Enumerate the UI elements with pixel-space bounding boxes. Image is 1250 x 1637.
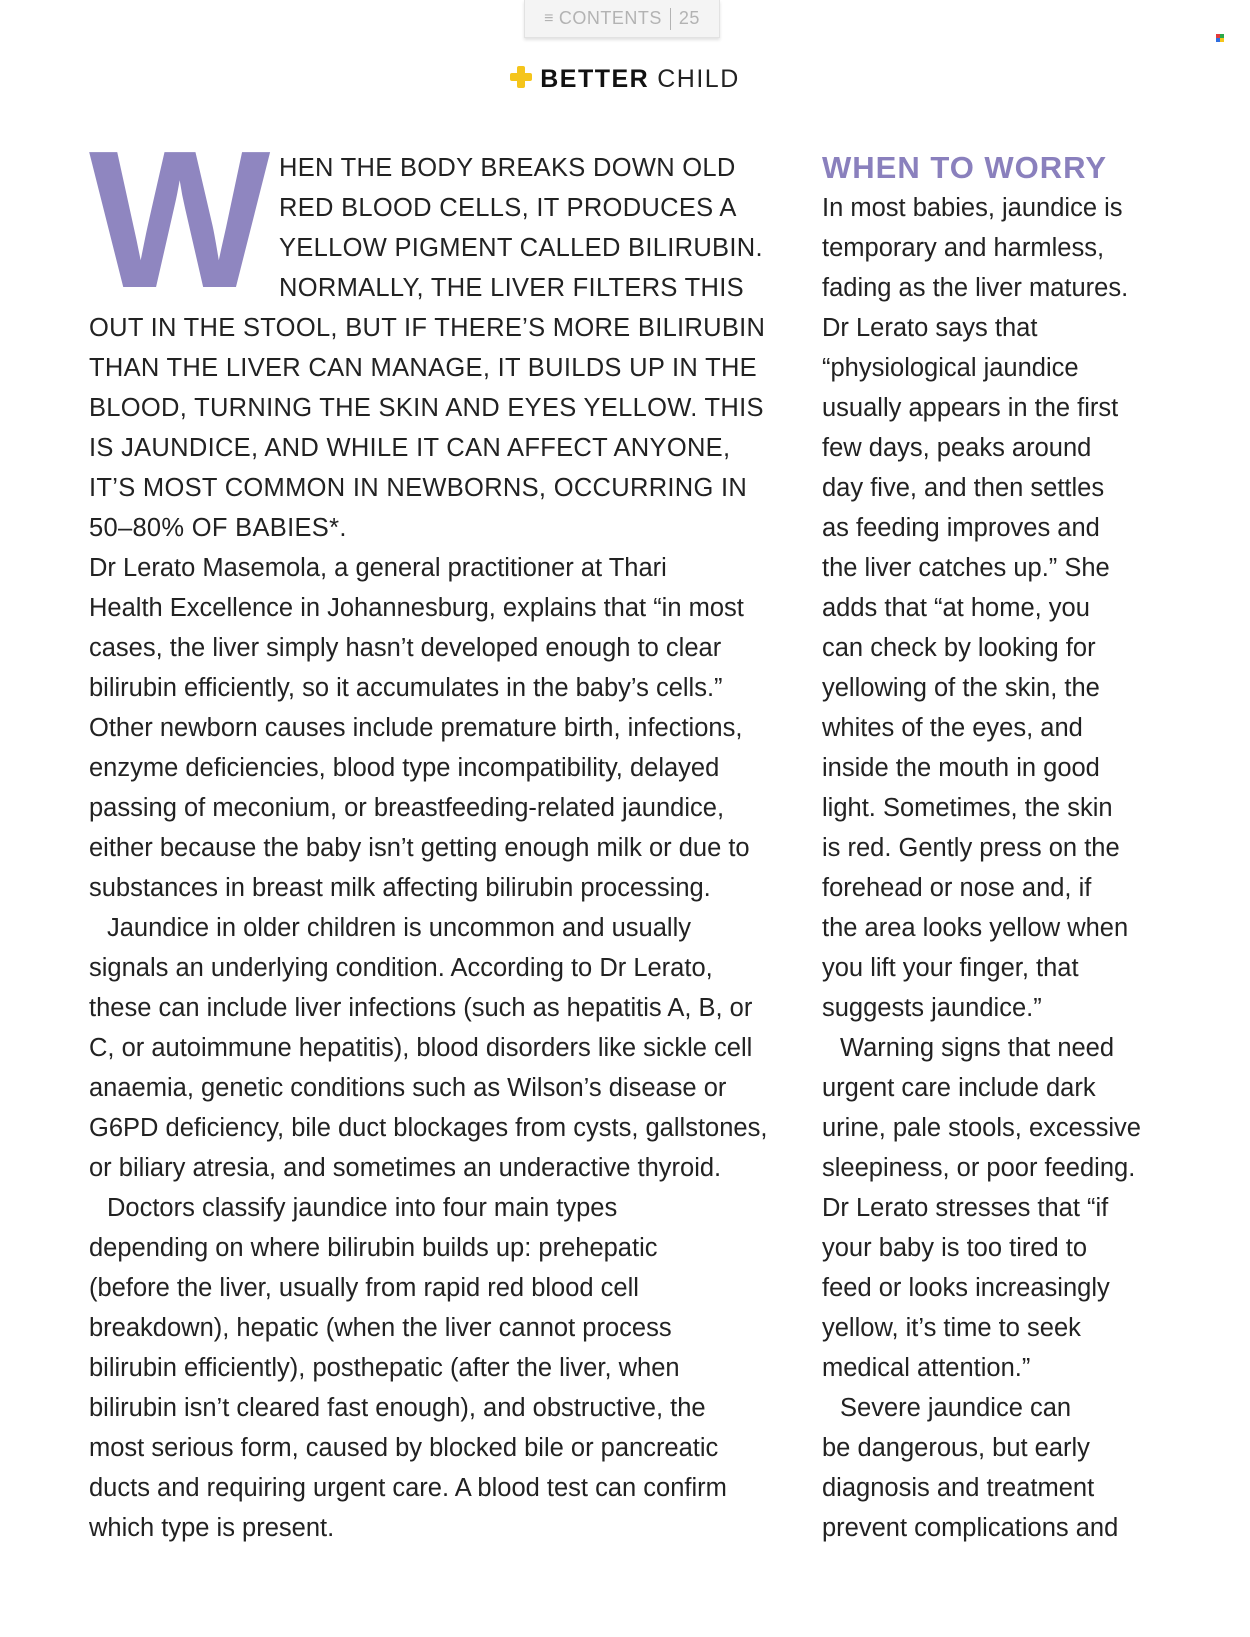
section-title-light: CHILD (657, 64, 740, 93)
lead-line: IS JAUNDICE, AND WHILE IT CAN AFFECT ANYONE, (89, 434, 731, 462)
text-line: cases, the liver simply hasn’t developed enough to clear (89, 634, 722, 662)
text-line: Doctors classify jaundice into four main types (107, 1194, 618, 1222)
text-line: Dr Lerato says that (822, 314, 1038, 342)
article-paragraph (89, 908, 804, 1188)
text-line: sleepiness, or poor feeding. (822, 1154, 1136, 1182)
divider (670, 8, 671, 30)
sidebar-paragraph (822, 1388, 1167, 1548)
text-line: Severe jaundice can (840, 1394, 1072, 1422)
lead-line: IT’S MOST COMMON IN NEWBORNS, OCCURRING IN (89, 474, 748, 502)
text-line: light. Sometimes, the skin (822, 794, 1113, 822)
lead-line: THAN THE LIVER CAN MANAGE, IT BUILDS UP IN THE (89, 354, 757, 382)
text-line: yellow, it’s time to seek (822, 1314, 1081, 1342)
text-line: suggests jaundice.” (822, 994, 1042, 1022)
contents-label: CONTENTS (558, 8, 662, 28)
text-line: bilirubin efficiently, so it accumulates in the baby’s cells.” (89, 674, 723, 702)
text-line: depending on where bilirubin builds up: prehepatic (89, 1234, 658, 1262)
article-paragraph (89, 548, 804, 908)
text-line: or biliary atresia, and sometimes an underactive thyroid. (89, 1154, 722, 1182)
text-line: day five, and then settles (822, 474, 1105, 502)
text-line: Jaundice in older children is uncommon and usually (107, 914, 691, 942)
lead-line: YELLOW PIGMENT CALLED BILIRUBIN. (279, 234, 763, 262)
drop-cap: W (89, 110, 271, 329)
text-line: urine, pale stools, excessive (822, 1114, 1141, 1142)
text-line: which type is present. (89, 1514, 335, 1542)
lead-line: OUT IN THE STOOL, BUT IF THERE’S MORE BILIRUBIN (89, 314, 766, 342)
text-line: G6PD deficiency, bile duct blockages from cysts, gallstones, (89, 1114, 768, 1142)
article-paragraph (89, 1188, 804, 1548)
text-line: forehead or nose and, if (822, 874, 1092, 902)
text-line: enzyme deficiencies, blood type incompatibility, delayed (89, 754, 720, 782)
text-line: the liver catches up.” She (822, 554, 1110, 582)
text-line: Warning signs that need (840, 1034, 1115, 1062)
text-line: few days, peaks around (822, 434, 1092, 462)
sidebar-heading: WHEN TO WORRY (822, 150, 1108, 185)
text-line: you lift your finger, that (822, 954, 1079, 982)
text-line: most serious form, caused by blocked bile or pancreatic (89, 1434, 719, 1462)
text-line: In most babies, jaundice is (822, 194, 1123, 222)
contents-button[interactable] (524, 0, 720, 38)
lead-line: BLOOD, TURNING THE SKIN AND EYES YELLOW. THIS (89, 394, 764, 422)
section-header (0, 62, 1250, 96)
text-line: “physiological jaundice (822, 354, 1079, 382)
text-line: your baby is too tired to (822, 1234, 1088, 1262)
text-line: the area looks yellow when (822, 914, 1129, 942)
text-line: (before the liver, usually from rapid red blood cell (89, 1274, 639, 1302)
sidebar-paragraph (822, 188, 1167, 1028)
section-title-bold: BETTER (540, 64, 650, 93)
text-line: Other newborn causes include premature birth, infections, (89, 714, 743, 742)
text-line: feed or looks increasingly (822, 1274, 1110, 1302)
text-line: is red. Gently press on the (822, 834, 1120, 862)
text-line: inside the mouth in good (822, 754, 1100, 782)
text-line: prevent complications and (822, 1514, 1119, 1542)
page-number: 25 (678, 8, 700, 28)
text-line: Dr Lerato Masemola, a general practitioner at Thari (89, 554, 667, 582)
text-line: adds that “at home, you (822, 594, 1090, 622)
text-line: either because the baby isn’t getting enough milk or due to (89, 834, 750, 862)
text-line: signals an underlying condition. According to Dr Lerato, (89, 954, 713, 982)
text-line: C, or autoimmune hepatitis), blood disorders like sickle cell (89, 1034, 753, 1062)
text-line: ducts and requiring urgent care. A blood test can confirm (89, 1474, 727, 1502)
text-line: urgent care include dark (822, 1074, 1096, 1102)
text-line: anaemia, genetic conditions such as Wilson’s disease or (89, 1074, 727, 1102)
text-line: substances in breast milk affecting bilirubin processing. (89, 874, 711, 902)
lead-line: NORMALLY, THE LIVER FILTERS THIS (279, 274, 744, 302)
text-line: these can include liver infections (such as hepatitis A, B, or (89, 994, 753, 1022)
text-line: passing of meconium, or breastfeeding-related jaundice, (89, 794, 725, 822)
text-line: usually appears in the first (822, 394, 1119, 422)
text-line: whites of the eyes, and (822, 714, 1083, 742)
text-line: breakdown), hepatic (when the liver cannot process (89, 1314, 672, 1342)
text-line: diagnosis and treatment (822, 1474, 1095, 1502)
lead-line: HEN THE BODY BREAKS DOWN OLD (279, 154, 736, 182)
text-line: Health Excellence in Johannesburg, explains that “in most (89, 594, 744, 622)
text-line: bilirubin efficiently), posthepatic (after the liver, when (89, 1354, 680, 1382)
menu-icon: ≡ (544, 9, 554, 27)
text-line: yellowing of the skin, the (822, 674, 1100, 702)
lead-line: RED BLOOD CELLS, IT PRODUCES A (279, 194, 737, 222)
lead-line: 50–80% OF BABIES*. (89, 514, 347, 542)
text-line: be dangerous, but early (822, 1434, 1090, 1462)
text-line: as feeding improves and (822, 514, 1100, 542)
sidebar-paragraph (822, 1028, 1167, 1388)
text-line: medical attention.” (822, 1354, 1031, 1382)
text-line: bilirubin isn’t cleared fast enough), and obstructive, the (89, 1394, 706, 1422)
color-marker-icon (1216, 34, 1224, 42)
text-line: Dr Lerato stresses that “if (822, 1194, 1109, 1222)
text-line: can check by looking for (822, 634, 1096, 662)
text-line: temporary and harmless, (822, 234, 1105, 262)
plus-cross-icon (510, 66, 532, 88)
text-line: fading as the liver matures. (822, 274, 1129, 302)
sidebar (822, 148, 1167, 1548)
article-body (89, 110, 804, 1548)
